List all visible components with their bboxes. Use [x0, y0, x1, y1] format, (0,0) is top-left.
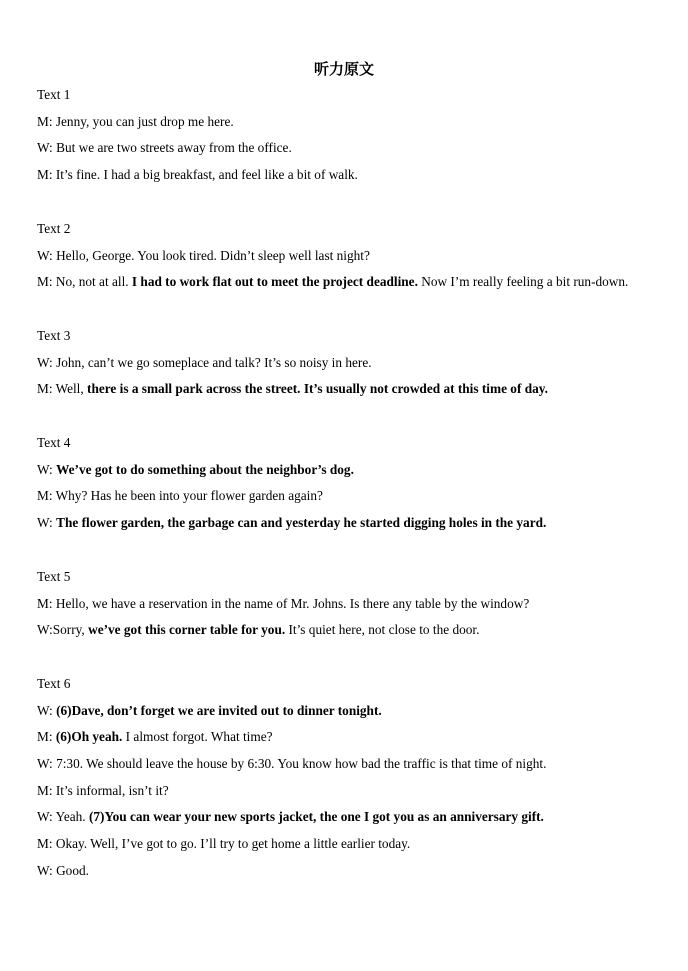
dialogue-line	[37, 858, 647, 885]
text-segment: M: Why? Has he been into your flower garden again?	[37, 488, 323, 504]
text-segment: W: 7:30. We should leave the house by 6:30. You know how bad the traffic is that time of night.	[37, 756, 547, 772]
text-segment: W: Yeah.	[37, 809, 89, 825]
section-heading: Text 1	[37, 87, 71, 102]
section-heading: Text 6	[37, 675, 71, 691]
text-segment: M: No, not at all.	[37, 274, 132, 290]
dialogue-line	[37, 483, 647, 510]
transcript-section	[37, 82, 647, 189]
bold-segment: The flower garden, the garbage can and yesterday he started digging holes in the yard.	[56, 515, 547, 531]
text-segment: M:	[37, 729, 56, 745]
bold-segment: there is a small park across the street. It’s usually not crowded at this time of day.	[87, 381, 548, 397]
dialogue-line	[37, 698, 647, 725]
bold-segment: We’ve got to do something about the neighbor’s dog.	[56, 461, 354, 477]
dialogue-line	[37, 778, 647, 805]
dialogue-line	[37, 457, 647, 484]
dialogue-line	[37, 109, 647, 136]
section-heading: Text 2	[37, 220, 71, 236]
transcript-section	[37, 564, 647, 644]
dialogue-line	[37, 751, 647, 778]
text-segment: Now I’m really feeling a bit run-down.	[417, 274, 629, 290]
bold-segment: (7)You can wear your new sports jacket, the one I got you as an anniversary gift.	[88, 809, 544, 825]
dialogue-line	[37, 804, 647, 831]
text-segment: W: John, can’t we go someplace and talk? It’s so noisy in here.	[37, 354, 372, 370]
text-segment: M: Okay. Well, I’ve got to go. I’ll try to get home a little earlier today.	[37, 836, 411, 852]
dialogue-line	[37, 510, 647, 537]
dialogue-line	[37, 617, 647, 644]
text-segment: W: Good.	[37, 862, 89, 878]
dialogue-line	[37, 376, 647, 403]
text-segment: W:Sorry,	[37, 622, 89, 638]
text-segment: It’s quiet here, not close to the door.	[285, 622, 480, 638]
transcript-body	[37, 82, 647, 912]
section-heading: Text 3	[37, 327, 71, 343]
transcript-section	[37, 430, 647, 537]
text-segment: W: But we are two streets away from the office.	[37, 140, 292, 156]
transcript-section	[37, 671, 647, 885]
dialogue-line	[37, 831, 647, 858]
bold-segment: we’ve got this corner table for you.	[88, 622, 286, 638]
dialogue-line	[37, 135, 647, 162]
dialogue-line	[37, 162, 647, 189]
transcript-section	[37, 216, 647, 296]
text-segment: M: Jenny, you can just drop me here.	[37, 113, 234, 129]
section-heading: Text 4	[37, 435, 71, 451]
dialogue-line	[37, 243, 647, 270]
dialogue-line	[37, 269, 647, 296]
bold-segment: (6)Oh yeah.	[55, 729, 123, 745]
section-heading: Text 5	[37, 568, 71, 584]
page-title: 听力原文	[313, 60, 374, 78]
transcript-section	[37, 323, 647, 403]
text-segment: W:	[37, 461, 57, 477]
bold-segment: I had to work flat out to meet the project deadline.	[131, 274, 418, 290]
text-segment: M: Hello, we have a reservation in the name of Mr. Johns. Is there any table by the window?	[37, 595, 530, 611]
dialogue-line	[37, 724, 647, 751]
text-segment: W: Hello, George. You look tired. Didn’t sleep well last night?	[37, 247, 370, 263]
text-segment: M: It’s informal, isn’t it?	[37, 782, 169, 798]
text-segment: I almost forgot. What time?	[122, 729, 273, 745]
dialogue-line	[37, 350, 647, 377]
text-segment: W:	[37, 702, 57, 718]
bold-segment: (6)Dave, don’t forget we are invited out to dinner tonight.	[56, 702, 382, 718]
text-segment: W:	[37, 515, 57, 531]
text-segment: M: It’s fine. I had a big breakfast, and feel like a bit of walk.	[37, 167, 358, 183]
text-segment: M: Well,	[37, 381, 88, 397]
dialogue-line	[37, 591, 647, 618]
